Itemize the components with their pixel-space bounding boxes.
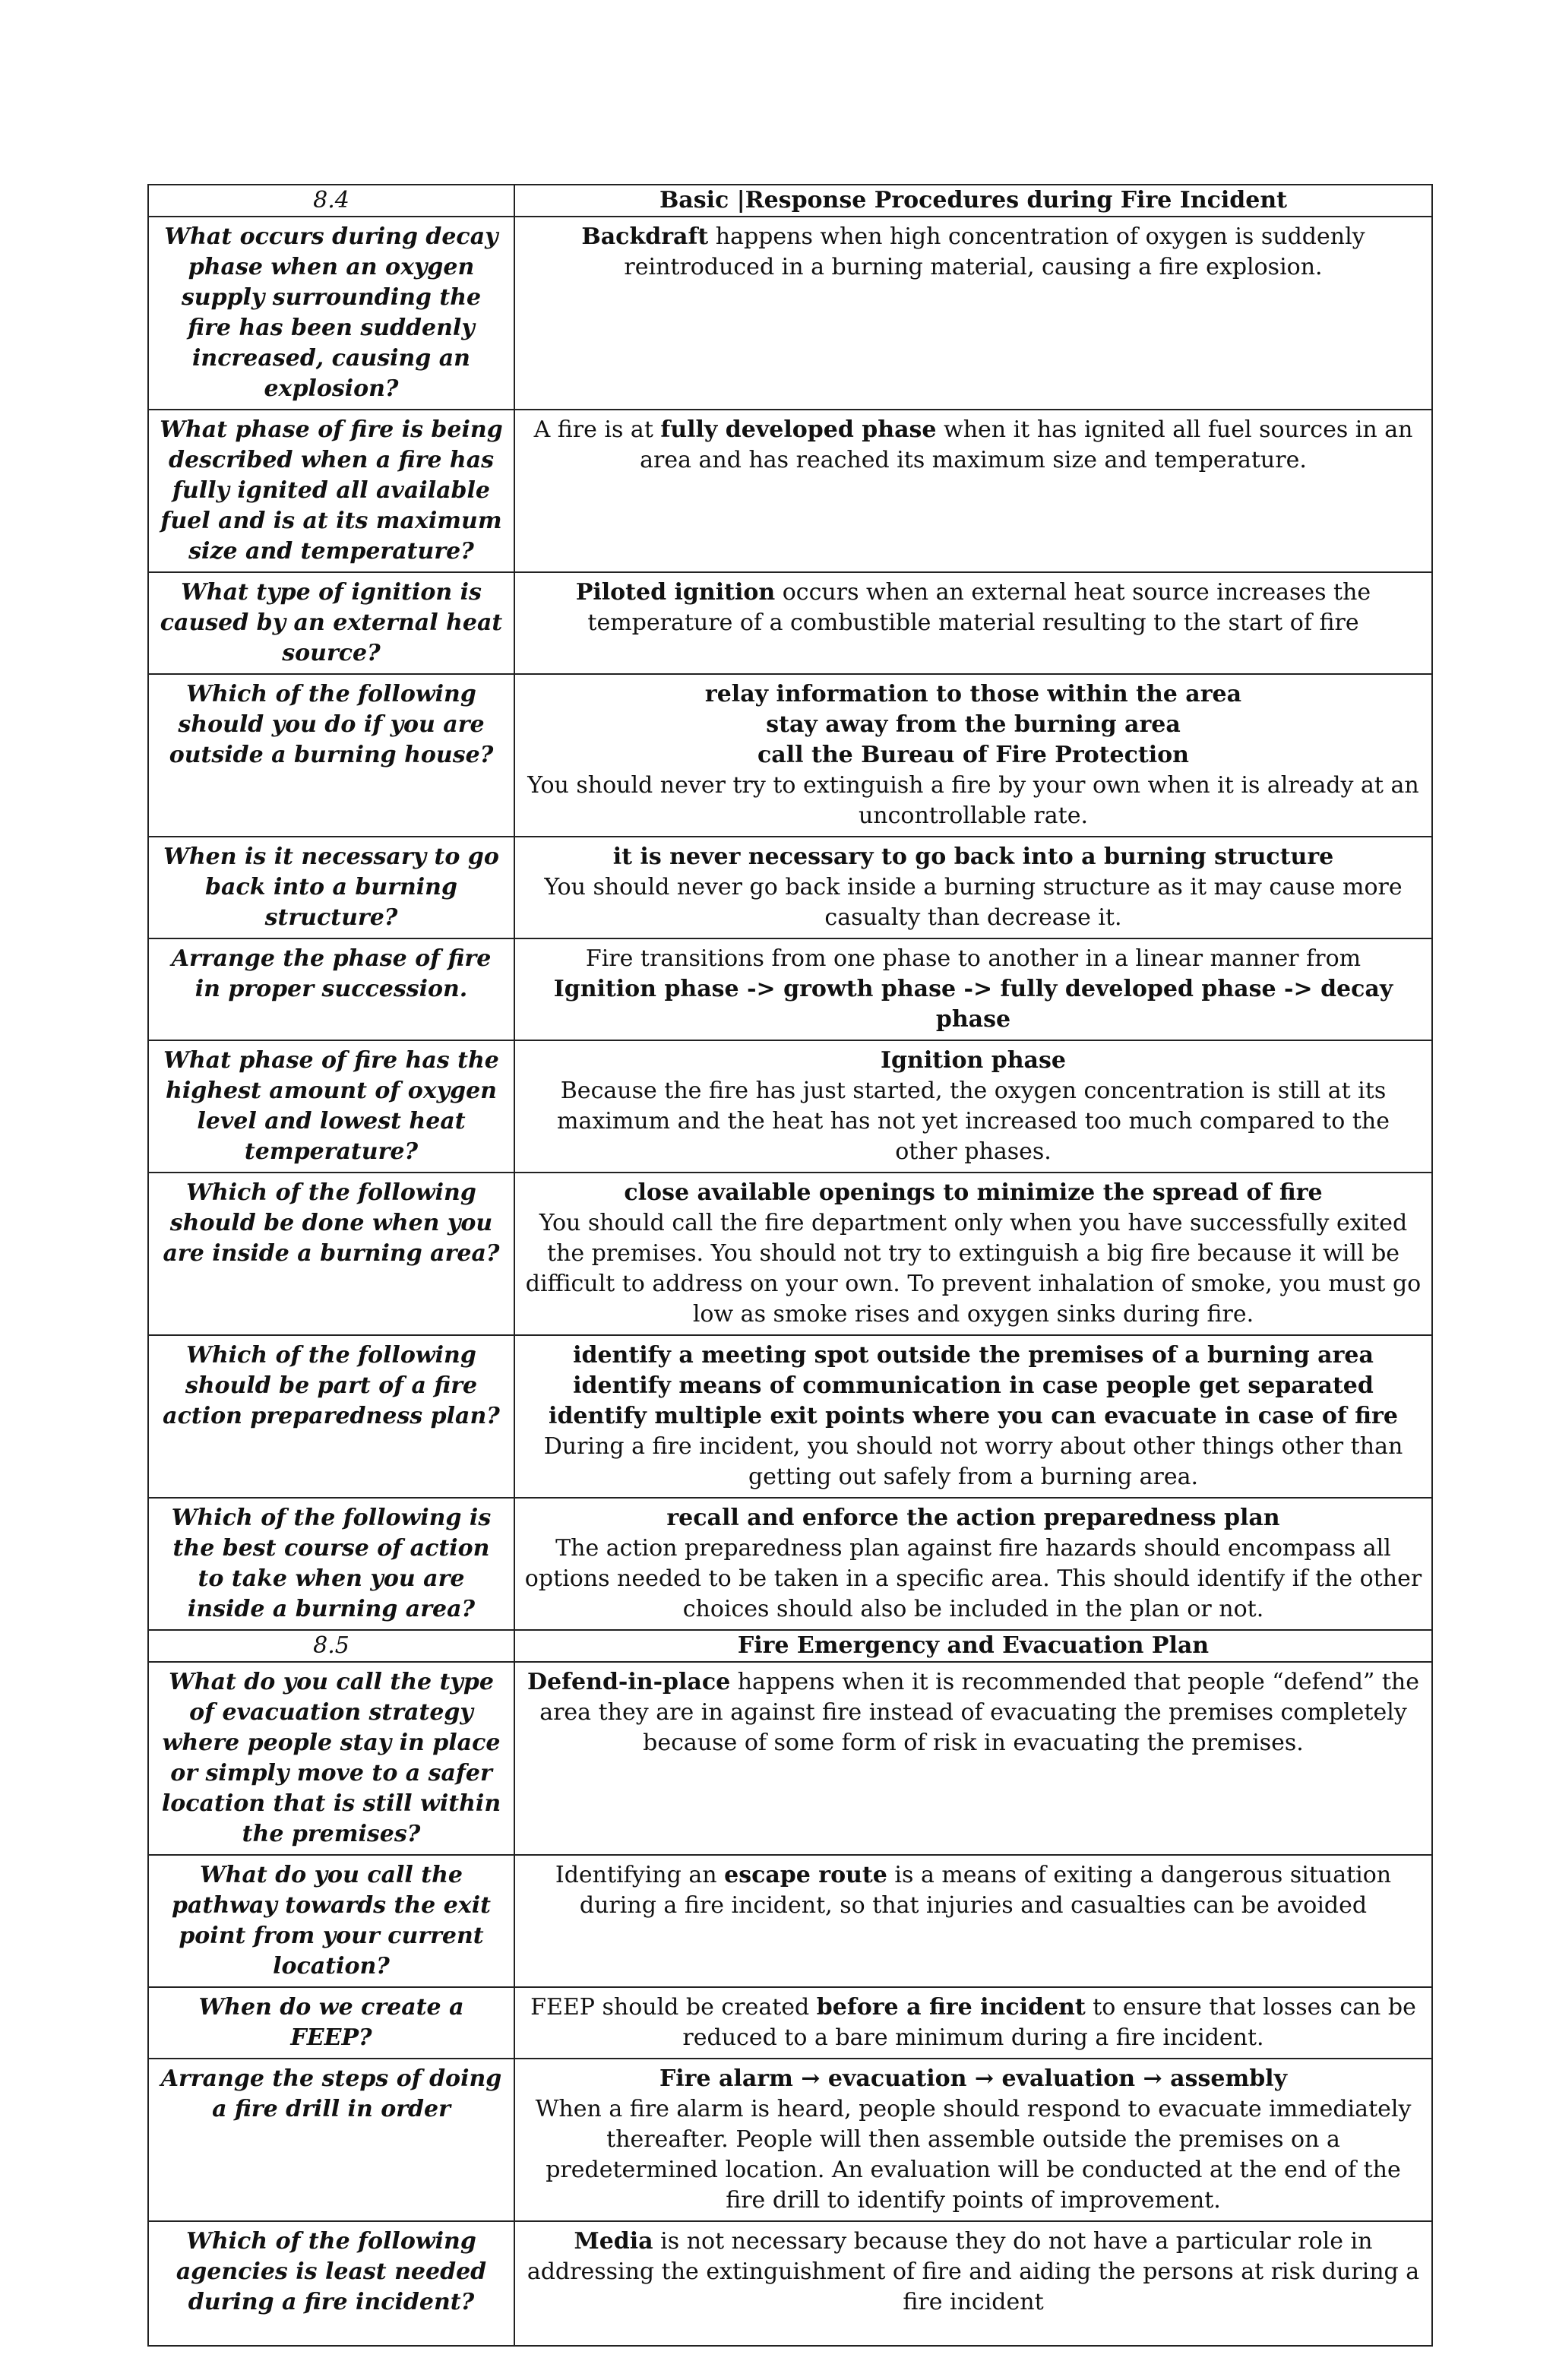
answer-text: Identifying an escape route is a means of exiting a dangerous situation during a fire incident, so that injuries and casualties can be avoided	[555, 1862, 1392, 1919]
answer-bold-line: Ignition phase	[881, 1047, 1066, 1074]
explanation-text: The action preparedness plan against fire hazards should encompass all options needed to be taken in a specific area. This should identify if the other choices should also be included in the plan or not.	[524, 1535, 1422, 1622]
answer-cell	[514, 1855, 1432, 1987]
answer-bold-line: identify multiple exit points where you can evacuate in case of fire	[549, 1403, 1398, 1429]
answer-cell	[514, 1335, 1432, 1498]
answer-text: A fire is at fully developed phase when it has ignited all fuel sources in an area and has reached its maximum size and temperature.	[533, 416, 1413, 473]
question-cell: Which of the following should be done when you are inside a burning area?	[148, 1173, 514, 1335]
answer-bold-line: Ignition phase -> growth phase -> fully developed phase -> decay phase	[553, 976, 1393, 1033]
table-row	[148, 1498, 1432, 1630]
table-row	[148, 217, 1432, 410]
answer-cell	[514, 2059, 1432, 2221]
section-row	[148, 1630, 1432, 1662]
explanation-text: You should never go back inside a burning structure as it may cause more casualty than decrease it.	[544, 874, 1403, 931]
table-row	[148, 938, 1432, 1040]
table-row	[148, 1335, 1432, 1498]
question-cell: Arrange the phase of fire in proper succession.	[148, 938, 514, 1040]
qa-table-body	[148, 185, 1432, 2346]
question-cell: When do we create a FEEP?	[148, 1987, 514, 2059]
question-cell: Which of the following is the best course of action to take when you are inside a burning area?	[148, 1498, 514, 1630]
question-cell: What do you call the type of evacuation strategy where people stay in place or simply move to a safer location that is still within the premises?	[148, 1662, 514, 1855]
answer-cell	[514, 572, 1432, 674]
question-cell: Which of the following should you do if you are outside a burning house?	[148, 674, 514, 837]
answer-cell	[514, 938, 1432, 1040]
question-cell: What do you call the pathway towards the exit point from your current location?	[148, 1855, 514, 1987]
answer-bold-line: recall and enforce the action preparedness plan	[666, 1505, 1280, 1531]
answer-cell	[514, 1173, 1432, 1335]
section-row	[148, 185, 1432, 217]
answer-bold-line: close available openings to minimize the spread of fire	[624, 1179, 1323, 1206]
table-row	[148, 2221, 1432, 2346]
answer-text: Backdraft happens when high concentration of oxygen is suddenly reintroduced in a burning material, causing a fire explosion.	[581, 223, 1365, 280]
answer-bold-line: identify a meeting spot outside the premises of a burning area	[573, 1342, 1374, 1369]
answer-text: Defend-in-place happens when it is recommended that people “defend” the area they are in against fire instead of evacuating the premises completely because of some form of risk in evacuating the premises.	[527, 1669, 1419, 1756]
table-row	[148, 572, 1432, 674]
question-cell: What occurs during decay phase when an oxygen supply surrounding the fire has been suddenly increased, causing an explosion?	[148, 217, 514, 410]
section-number: 8.5	[148, 1630, 514, 1662]
explanation-text: You should never try to extinguish a fire by your own when it is already at an uncontrollable rate.	[527, 772, 1419, 829]
explanation-text: During a fire incident, you should not worry about other things other than getting out safely from a burning area.	[543, 1433, 1403, 1490]
table-row	[148, 837, 1432, 938]
question-cell: When is it necessary to go back into a burning structure?	[148, 837, 514, 938]
answer-keyword: fully developed phase	[660, 416, 937, 443]
answer-cell	[514, 1662, 1432, 1855]
question-cell: Which of the following should be part of a fire action preparedness plan?	[148, 1335, 514, 1498]
answer-keyword: Defend-in-place	[527, 1669, 731, 1695]
question-cell: Which of the following agencies is least needed during a fire incident?	[148, 2221, 514, 2346]
table-row	[148, 2059, 1432, 2221]
answer-keyword: before a fire incident	[816, 1994, 1086, 2021]
qa-table	[147, 184, 1433, 2347]
answer-keyword: escape route	[724, 1862, 887, 1888]
answer-bold-line: it is never necessary to go back into a burning structure	[612, 843, 1334, 870]
explanation-text: Fire transitions from one phase to another in a linear manner from	[585, 945, 1362, 972]
section-title: Fire Emergency and Evacuation Plan	[514, 1630, 1432, 1662]
answer-cell	[514, 2221, 1432, 2346]
answer-cell	[514, 674, 1432, 837]
answer-cell	[514, 1987, 1432, 2059]
table-row	[148, 1987, 1432, 2059]
answer-keyword: Backdraft	[581, 223, 709, 250]
answer-text: FEEP should be created before a fire incident to ensure that losses can be reduced to a bare minimum during a fire incident.	[530, 1994, 1416, 2051]
table-row	[148, 1040, 1432, 1173]
explanation-text: When a fire alarm is heard, people should respond to evacuate immediately thereafter. People will then assemble outside the premises on a predetermined location. An evaluation will be conducted at the end of the fire drill to identify points of improvement.	[535, 2096, 1412, 2214]
answer-bold-line: call the Bureau of Fire Protection	[757, 742, 1189, 768]
answer-cell	[514, 1498, 1432, 1630]
answer-cell	[514, 1040, 1432, 1173]
answer-cell	[514, 410, 1432, 572]
question-cell: What type of ignition is caused by an external heat source?	[148, 572, 514, 674]
table-row	[148, 1662, 1432, 1855]
answer-bold-line: relay information to those within the area	[704, 681, 1242, 707]
table-row	[148, 674, 1432, 837]
answer-cell	[514, 837, 1432, 938]
answer-bold-line: Fire alarm → evacuation → evaluation → assembly	[659, 2065, 1287, 2092]
answer-bold-line: stay away from the burning area	[766, 711, 1181, 738]
question-cell: Arrange the steps of doing a fire drill in order	[148, 2059, 514, 2221]
section-number: 8.4	[148, 185, 514, 217]
question-cell: What phase of fire has the highest amount of oxygen level and lowest heat temperature?	[148, 1040, 514, 1173]
answer-text: Media is not necessary because they do not have a particular role in addressing the extinguishment of fire and aiding the persons at risk during a fire incident	[527, 2228, 1420, 2315]
explanation-text: Because the fire has just started, the oxygen concentration is still at its maximum and the heat has not yet increased too much compared to the other phases.	[557, 1078, 1390, 1165]
answer-keyword: Piloted ignition	[575, 579, 776, 606]
explanation-text: You should call the fire department only when you have successfully exited the premises. You should not try to extinguish a big fire because it will be difficult to address on your own. To prevent inhalation of smoke, you must go low as smoke rises and oxygen sinks during fire.	[525, 1210, 1422, 1328]
table-row	[148, 1855, 1432, 1987]
answer-cell	[514, 217, 1432, 410]
section-title: Basic |Response Procedures during Fire Incident	[514, 185, 1432, 217]
answer-keyword: Media	[574, 2228, 653, 2255]
question-cell: What phase of fire is being described when a fire has fully ignited all available fuel and is at its maximum size and temperature?	[148, 410, 514, 572]
answer-text: Piloted ignition occurs when an external heat source increases the temperature of a combustible material resulting to the start of fire	[575, 579, 1371, 636]
table-row	[148, 410, 1432, 572]
answer-bold-line: identify means of communication in case people get separated	[573, 1372, 1374, 1399]
table-row	[148, 1173, 1432, 1335]
